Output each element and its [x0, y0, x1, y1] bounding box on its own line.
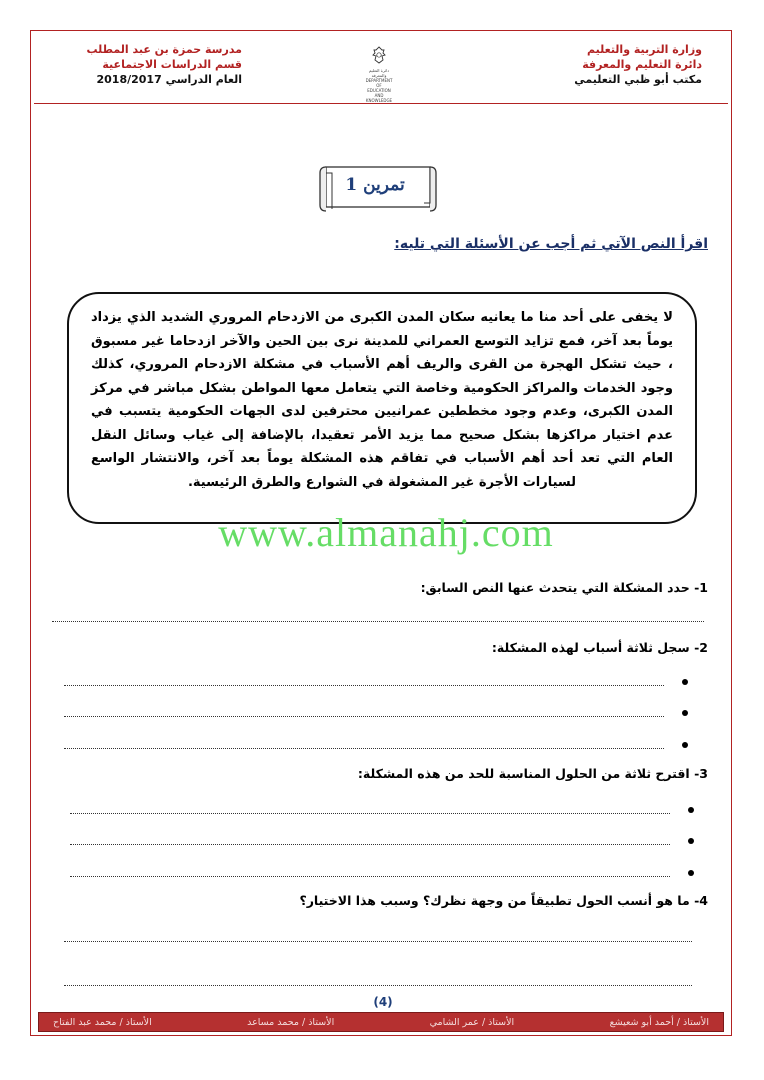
question-2: [492, 640, 708, 655]
answer-line-2a[interactable]: [64, 685, 664, 686]
header-school: [72, 42, 242, 87]
header-divider: [34, 103, 728, 104]
question-3-number: 3-: [694, 766, 708, 781]
header-left-line-3: العام الدراسي 2018/2017: [96, 73, 242, 86]
instruction-heading: اقرأ النص الآتي ثم أجب عن الأسئلة التي تليه:: [394, 236, 708, 252]
answer-line-3c[interactable]: [70, 876, 670, 877]
page-number: (4): [373, 995, 393, 1009]
exercise-title: تمرين 1: [345, 175, 405, 195]
bullet-icon: [682, 710, 688, 716]
question-3-text: اقترح ثلاثة من الحلول المناسبة للحد من هذه المشكلة:: [357, 766, 690, 781]
bullet-icon: [682, 679, 688, 685]
bullet-icon: [688, 807, 694, 813]
answer-line-2c[interactable]: [64, 748, 664, 749]
bullet-icon: [688, 838, 694, 844]
question-1: [421, 580, 708, 595]
answer-line-3a[interactable]: [70, 813, 670, 814]
logo-caption-en-1: DEPARTMENT OF EDUCATION: [365, 78, 393, 93]
header-ministry: [574, 42, 702, 87]
watermark: www.almanahj.com: [218, 510, 554, 555]
answer-line-3b[interactable]: [70, 844, 670, 845]
reading-passage: لا يخفى على أحد منا ما يعانيه سكان المدن الكبرى من الازدحام المروري الشديد الذي يزداد يوماً بعد آخر، فمع تزايد التوسع العمراني للمدينة نرى بين الحين والآخر ازدحاما غير مسبوق ، حيث تشكل الهجرة من القرى والريف أهم الأسباب في مشكلة الازدحام المروري، كذلك وجود الخدمات والمراكز الحكومية وخاصة التي يتعامل معها المواطن بشكل مباشر في مركز المدن الكبرى، وعدم وجود مخططين عمرانيين محترفين لدى الجهات الحكومية يتسبب في عدم اختيار مراكزها بشكل صحيح مما يزيد الأمر تعقيدا، بالإضافة إلى غياب وسائل النقل العام التي تعد أحد أهم الأسباب في تفاقم هذه المشكلة يوماً بعد آخر، والانتشار الواسع لسيارات الأجرة غير المشغولة في الشوارع والطرق الرئيسية.: [67, 292, 697, 524]
logo-caption-en-2: AND KNOWLEDGE: [365, 93, 393, 103]
answer-line-4b[interactable]: [64, 985, 692, 986]
question-4: [299, 893, 708, 908]
question-4-number: 4-: [694, 893, 708, 908]
footer-teacher-2: الأستاذ / عمر الشامي: [429, 1016, 515, 1028]
answer-line-4a[interactable]: [64, 941, 692, 942]
question-1-number: 1-: [694, 580, 708, 595]
footer-teacher-1: الأستاذ / أحمد أبو شعيشع: [609, 1016, 709, 1028]
ministry-logo: [364, 46, 394, 103]
footer-teacher-3: الأستاذ / محمد مساعد: [247, 1016, 335, 1028]
header-right-line-2: دائرة التعليم والمعرفة: [582, 58, 702, 71]
header-left-line-1: مدرسة حمزة بن عبد المطلب: [86, 43, 242, 56]
footer-bar: [38, 1012, 724, 1032]
answer-line-2b[interactable]: [64, 716, 664, 717]
header-left-line-2: قسم الدراسات الاجتماعية: [102, 58, 242, 71]
question-4-text: ما هو أنسب الحول تطبيقاً من وجهة نظرك؟ وسبب هذا الاختيار؟: [299, 893, 690, 908]
logo-caption-ar: دائرة التعليم والمعرفة: [368, 68, 390, 78]
bullet-icon: [688, 870, 694, 876]
bullet-icon: [682, 742, 688, 748]
answer-line-1[interactable]: [52, 621, 704, 622]
question-3: [358, 766, 708, 781]
header-right-line-1: وزارة التربية والتعليم: [587, 43, 702, 56]
question-2-number: 2-: [694, 640, 708, 655]
footer-teacher-4: الأستاذ / محمد عبد الفتاح: [53, 1016, 152, 1028]
question-1-text: حدد المشكلة التي يتحدث عنها النص السابق:: [420, 580, 690, 595]
falcon-emblem-icon: [371, 46, 387, 64]
question-2-text: سجل ثلاثة أسباب لهذه المشكلة:: [491, 640, 690, 655]
header-right-line-3: مكتب أبو ظبي التعليمي: [574, 73, 702, 86]
